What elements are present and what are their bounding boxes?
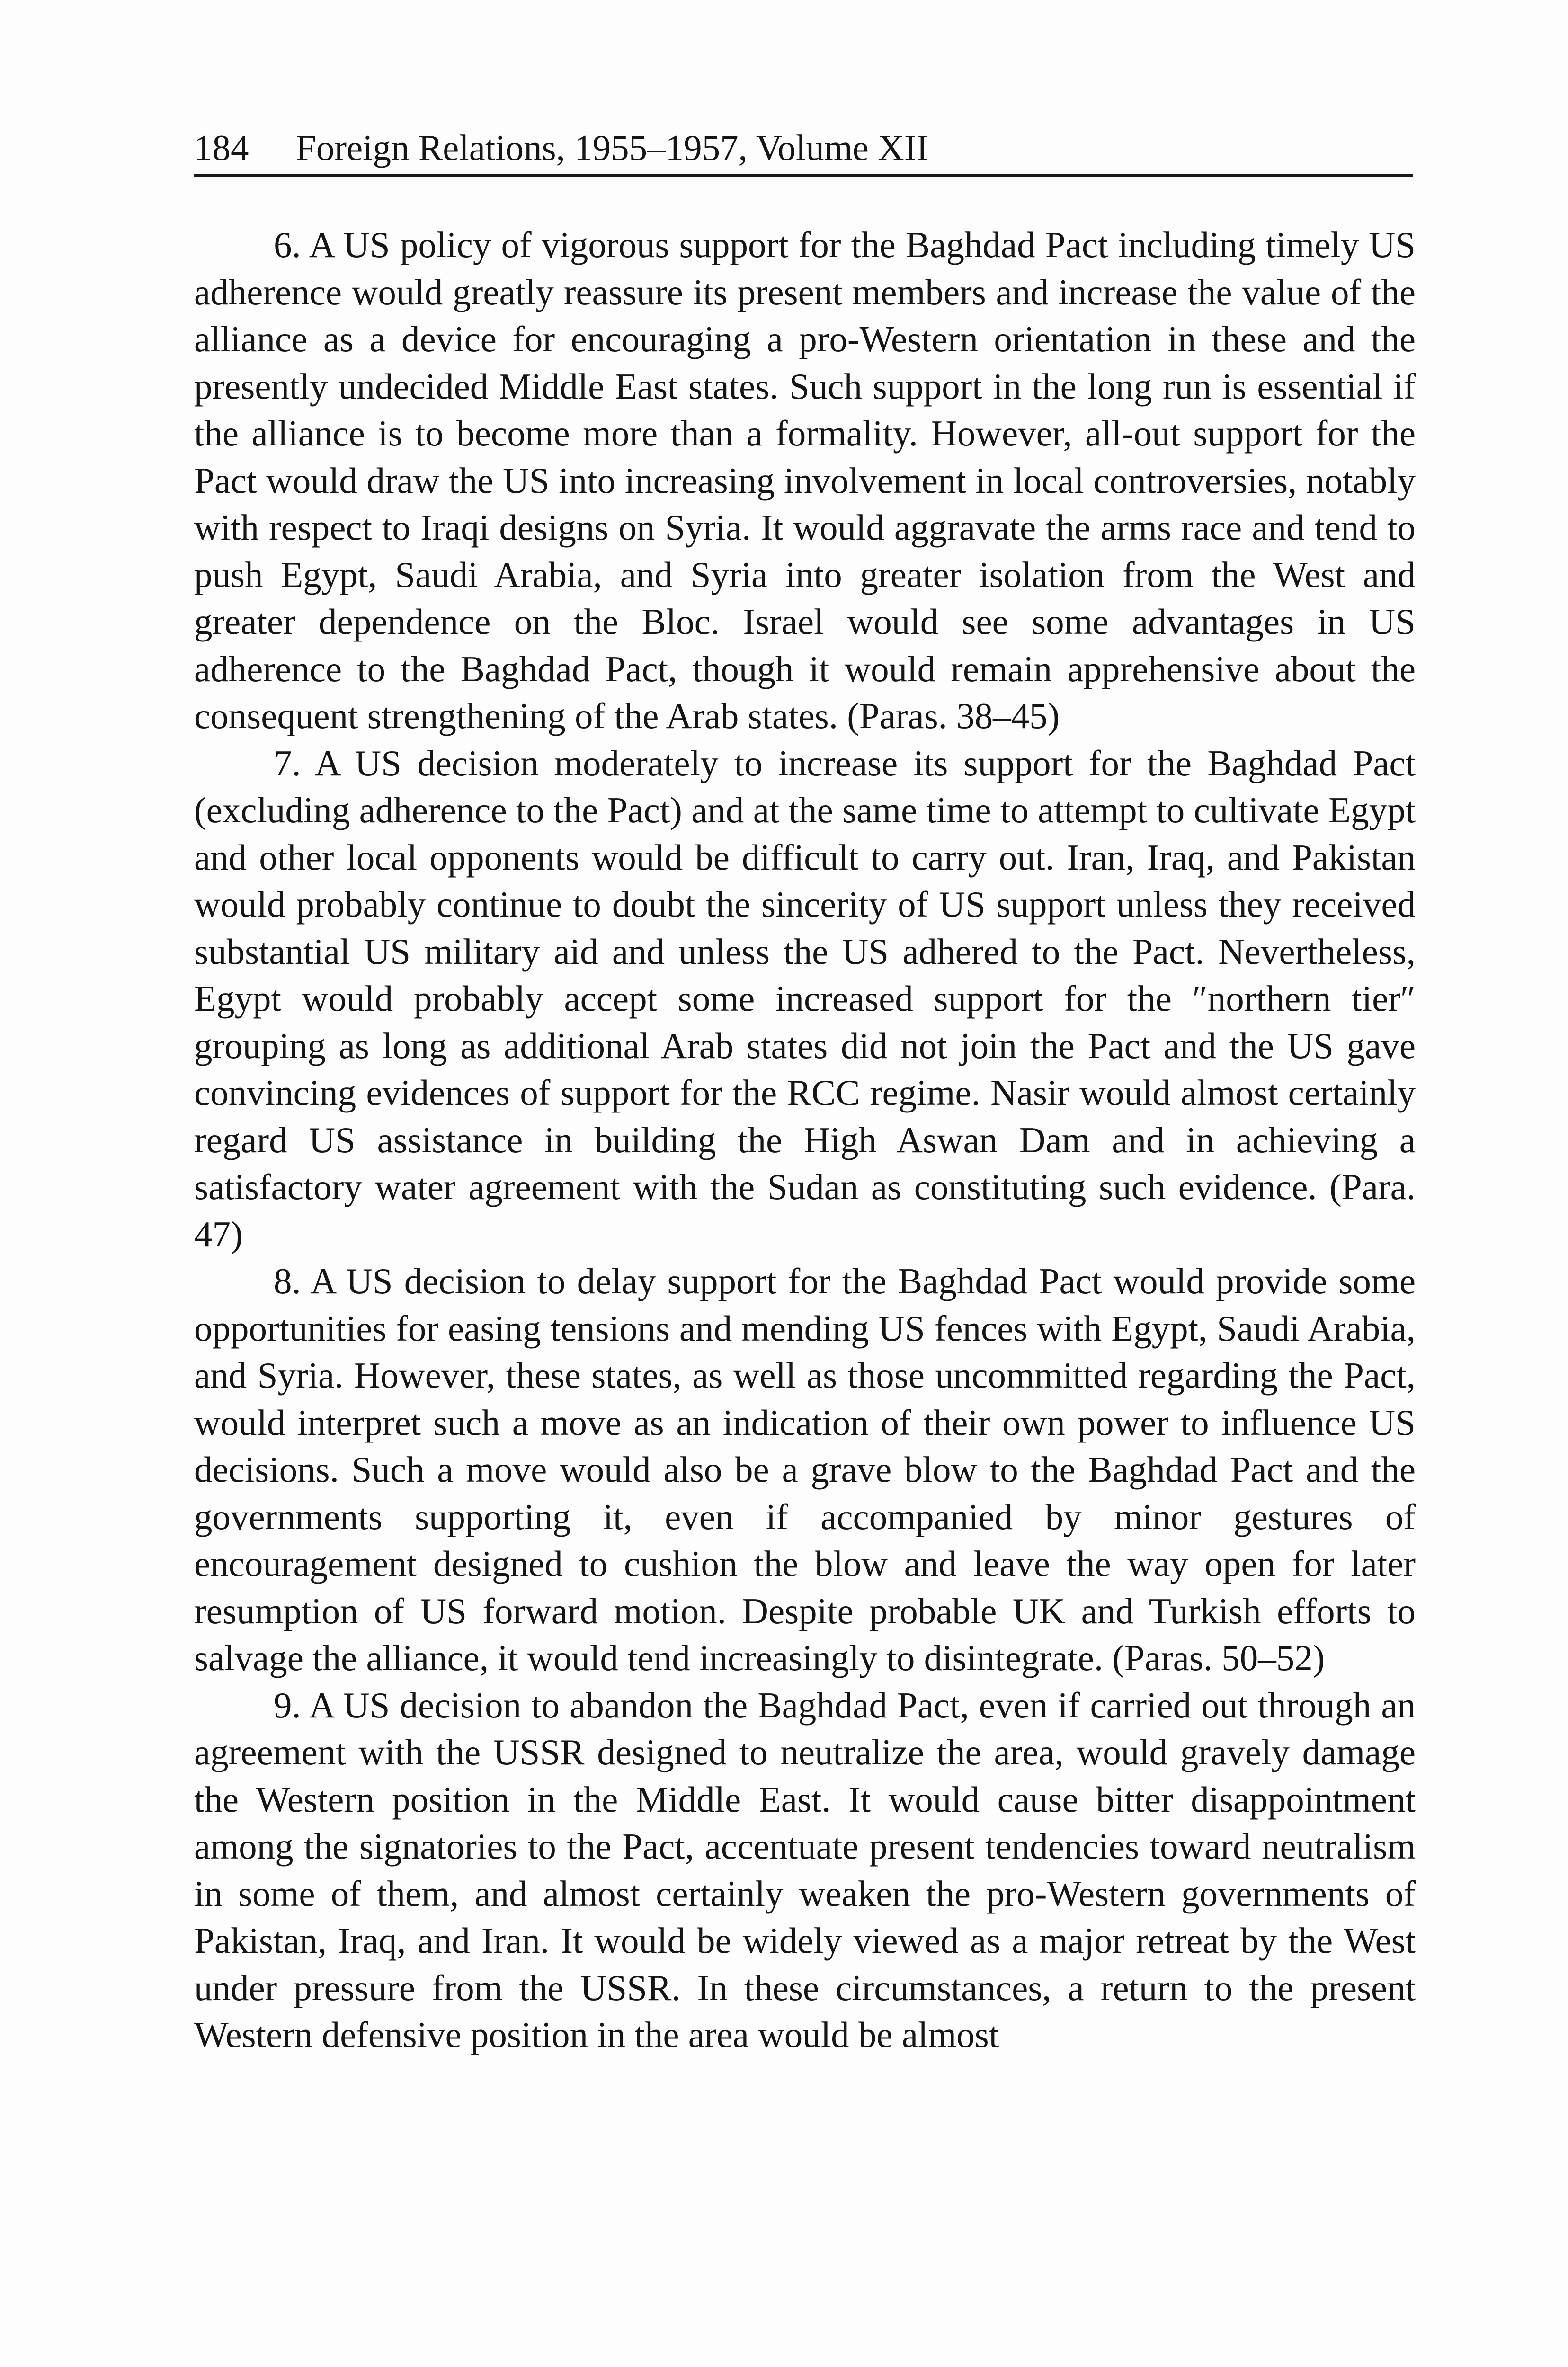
body-text	[194, 222, 1416, 2059]
running-header	[194, 124, 1413, 177]
paragraph-9: 9. A US decision to abandon the Baghdad Pact, even if carried out through an agreement with the USSR designed to neutralize the area, would gravely damage the Western position in the Middle East. It would cause bitter disappointment among the signatories to the Pact, accentuate present tendencies toward neutralism in some of them, and almost certainly weaken the pro-Western governments of Pakistan, Iraq, and Iran. It would be widely viewed as a major retreat by the West under pressure from the USSR. In these circumstances, a return to the present Western defensive position in the area would be almost	[194, 1684, 1416, 2055]
running-title: Foreign Relations, 1955–1957, Volume XII	[296, 127, 929, 168]
paragraph-6: 6. A US policy of vigorous support for the Baghdad Pact including timely US adherence would greatly reassure its present members and increase the value of the alliance as a device for encouraging a pro-Western orientation in these and the presently undecided Middle East states. Such support in the long run is essential if the alliance is to become more than a formality. However, all-out support for the Pact would draw the US into increasing involvement in local controversies, notably with respect to Iraqi designs on Syria. It would aggravate the arms race and tend to push Egypt, Saudi Arabia, and Syria into greater isolation from the West and greater dependence on the Bloc. Israel would see some advantages in US adherence to the Baghdad Pact, though it would remain apprehensive about the consequent strengthening of the Arab states. (Paras. 38–45)	[194, 224, 1416, 736]
paragraph-7: 7. A US decision moderately to increase its support for the Baghdad Pact (excluding adherence to the Pact) and at the same time to attempt to cultivate Egypt and other local opponents would be difficult to carry out. Iran, Iraq, and Pakistan would probably continue to doubt the sincerity of US support unless they received substantial US military aid and unless the US adhered to the Pact. Nevertheless, Egypt would probably accept some increased support for the ″northern tier″ grouping as long as additional Arab states did not join the Pact and the US gave convincing evidences of support for the RCC regime. Nasir would almost certainly regard US assistance in building the High Aswan Dam and in achieving a satisfactory water agreement with the Sudan as constituting such evidence. (Para. 47)	[194, 742, 1416, 1255]
paragraph-8: 8. A US decision to delay support for the Baghdad Pact would provide some opportunities for easing tensions and mending US fences with Egypt, Saudi Arabia, and Syria. However, these states, as well as those uncommitted regarding the Pact, would interpret such a move as an indication of their own power to influence US decisions. Such a move would also be a grave blow to the Baghdad Pact and the governments supporting it, even if accompanied by minor gestures of encouragement designed to cushion the blow and leave the way open for later resumption of US forward motion. Despite probable UK and Turkish efforts to salvage the alliance, it would tend increasingly to disintegrate. (Paras. 50–52)	[194, 1261, 1416, 1678]
page-number: 184	[194, 127, 249, 168]
